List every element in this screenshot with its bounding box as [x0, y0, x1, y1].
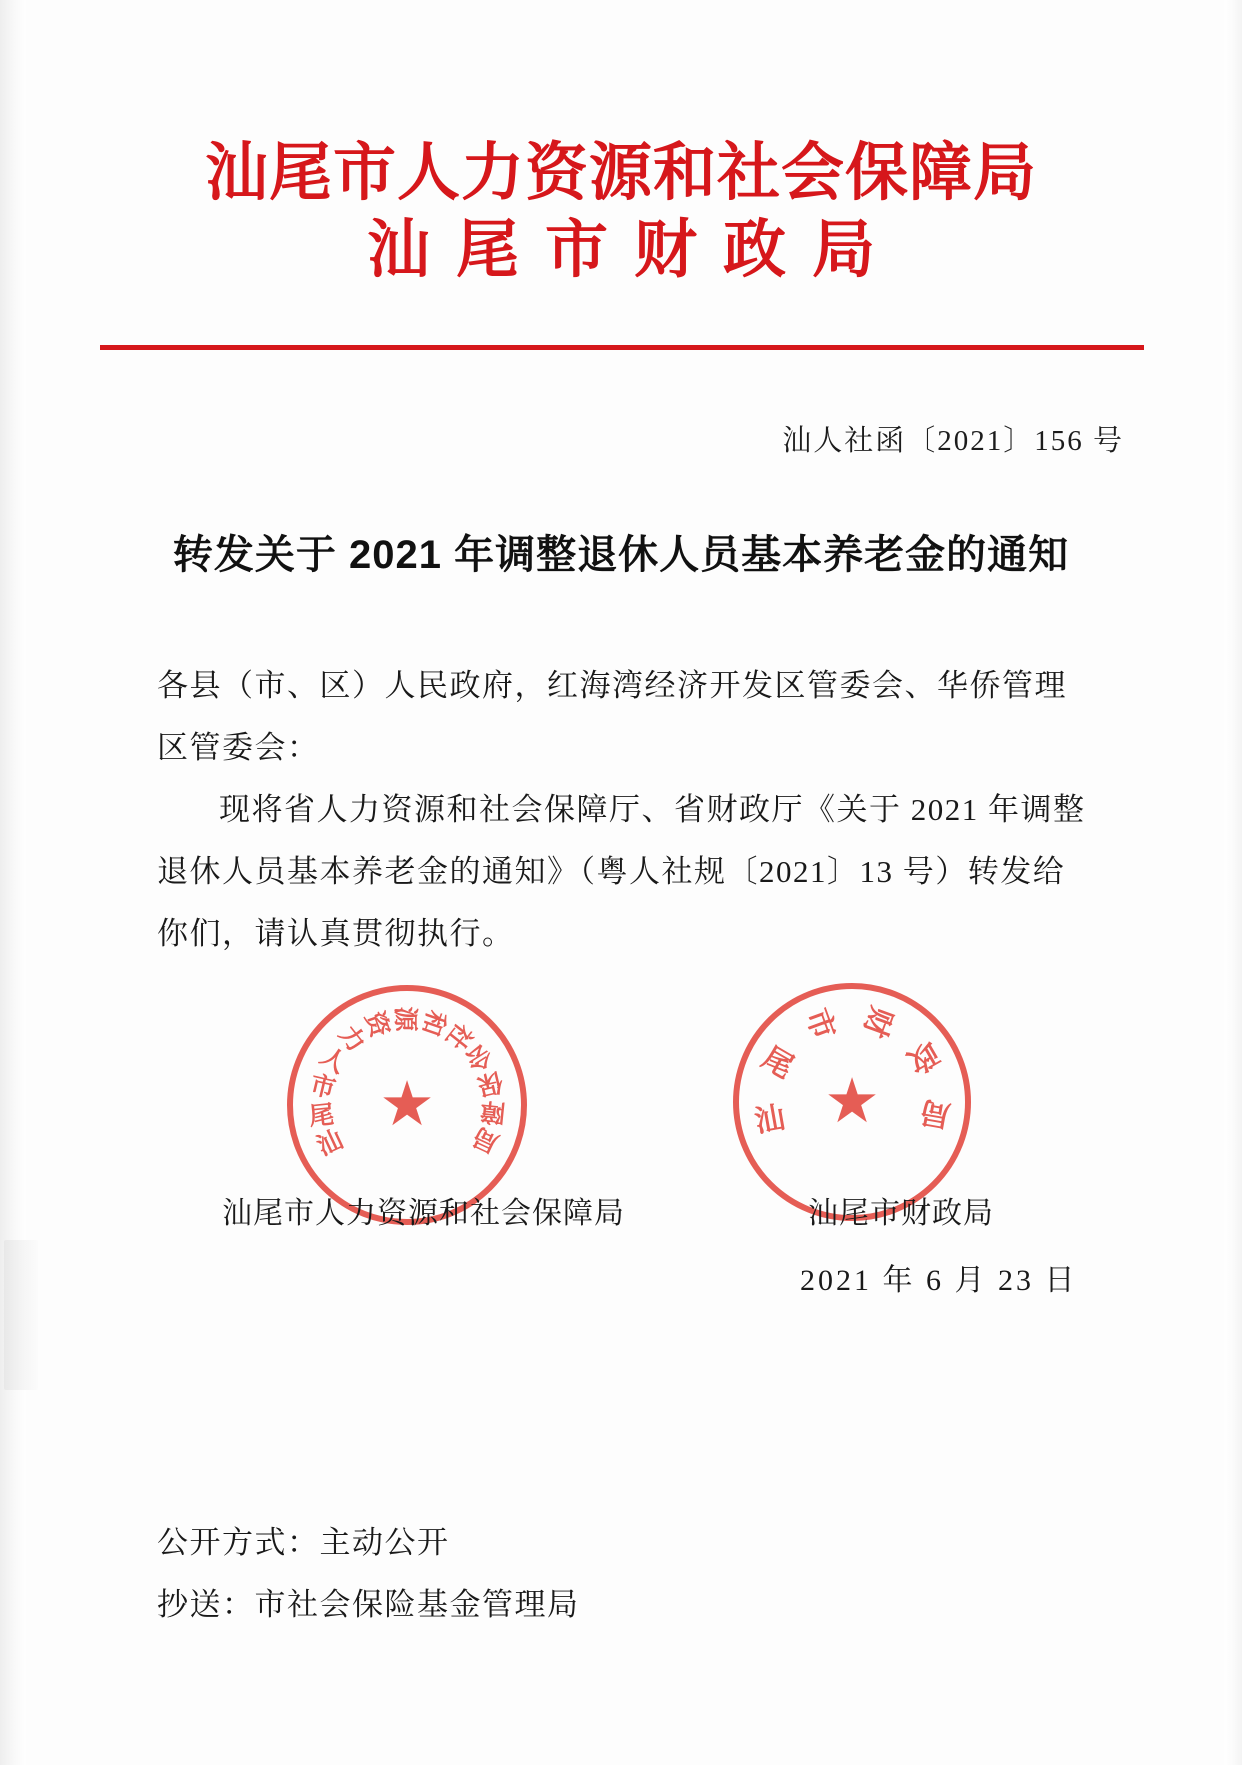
seal-finance-bureau: ★ 汕 尾 市 财 政 局: [733, 983, 971, 1221]
footer-disclosure-value: 主动公开: [319, 1525, 450, 1560]
letterhead-line-2: 汕尾市财政局: [367, 214, 901, 285]
footer-cc-row: [157, 1574, 580, 1636]
footer-cc-label: 抄送：: [157, 1587, 255, 1622]
document-number: 汕人社函〔2021〕156 号: [782, 425, 1124, 457]
seal-star-icon: ★: [379, 1071, 435, 1139]
seal-star-icon: ★: [824, 1068, 880, 1136]
document-footer: [157, 1512, 580, 1636]
document-body: [157, 655, 1092, 965]
letterhead: [100, 138, 1142, 285]
seal-human-resources-bureau: ★ 汕 尾 市 人 力 资 源 和 社 会 保 障 局: [287, 985, 527, 1225]
footer-disclosure-row: [157, 1512, 580, 1574]
document-title: 转发关于 2021 年调整退休人员基本养老金的通知: [172, 533, 1070, 577]
letterhead-red-rule: [100, 345, 1144, 350]
signature-left-organization: 汕尾市人力资源和社会保障局: [222, 1197, 625, 1230]
signature-right-date: 2021 年 6 月 23 日: [800, 1264, 1078, 1297]
body-addressee: 各县（市、区）人民政府，红海湾经济开发区管委会、华侨管理区管委会：: [157, 668, 1067, 765]
footer-cc-value: 市社会保险基金管理局: [254, 1587, 580, 1622]
signature-right-organization: 汕尾市财政局: [808, 1197, 994, 1230]
letterhead-line-1: 汕尾市人力资源和社会保障局: [205, 138, 1037, 208]
body-paragraph-1: 现将省人力资源和社会保障厅、省财政厅《关于 2021 年调整退休人员基本养老金的通知》（粤人社规〔2021〕13 号）转发给你们，请认真贯彻执行。: [157, 792, 1086, 951]
footer-disclosure-label: 公开方式：: [157, 1525, 320, 1560]
